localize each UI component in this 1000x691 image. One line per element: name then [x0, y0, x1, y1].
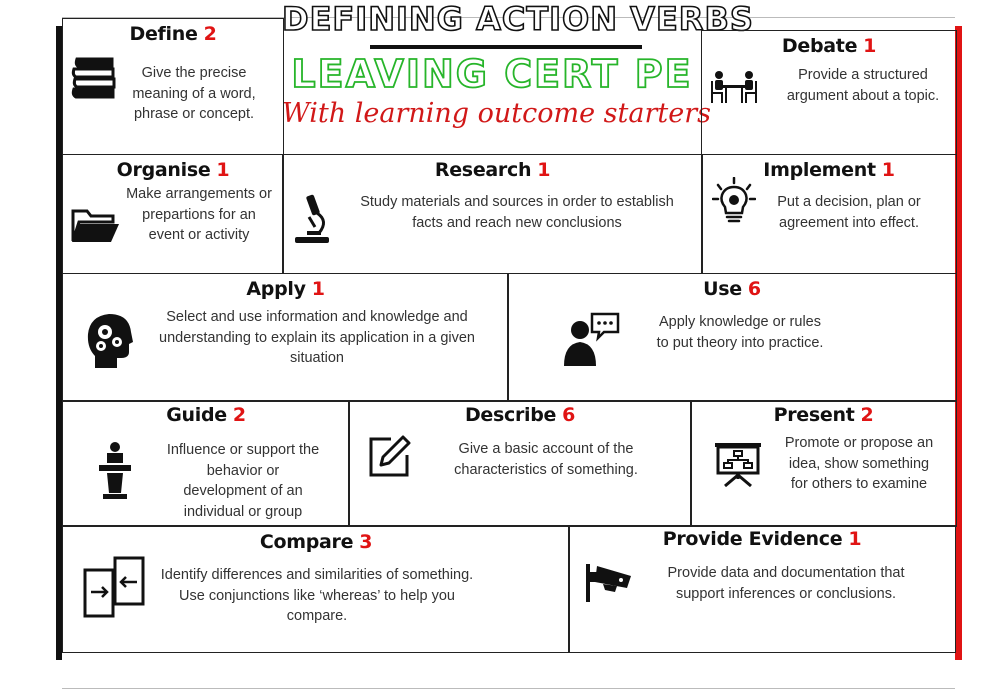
page-tagline: With learning outcome starters: [282, 98, 711, 129]
verb-card-implement: [701, 154, 957, 274]
verb-heading: [702, 35, 956, 57]
head-gears-icon: [85, 310, 135, 372]
verb-card-compare: [62, 525, 570, 653]
verb-description: Study materials and sources in order to establish facts and reach new conclusions: [360, 194, 674, 231]
person-speech-icon: [562, 312, 620, 368]
verb-card-organise: [62, 154, 284, 274]
verb-heading: [508, 278, 956, 300]
verb-count: 1: [537, 159, 551, 181]
page-subtitle: LEAVING CERT PE: [291, 52, 693, 96]
verb-count: 1: [848, 528, 862, 550]
verb-heading: [63, 404, 349, 426]
verb-count: 2: [203, 23, 217, 45]
title-underline: [370, 45, 642, 49]
lightbulb-gear-icon: [712, 177, 756, 225]
verb-card-research: [282, 154, 703, 274]
verb-description: Put a decision, plan or agreement into effect.: [777, 194, 921, 231]
verb-description: Apply knowledge or rules to put theory into practice.: [656, 314, 824, 351]
verb-description: Give a basic account of the characteristics of something.: [454, 441, 638, 478]
verb-description: Select and use information and knowledge and understanding to explain its application in a given situation: [159, 309, 475, 366]
verb-label: Research: [434, 159, 532, 181]
verb-count: 1: [881, 159, 895, 181]
verb-heading: [691, 404, 956, 426]
verb-heading: [63, 23, 283, 45]
verb-count: 1: [216, 159, 230, 181]
verb-count: 3: [359, 531, 373, 553]
verb-heading: [283, 159, 702, 181]
verb-count: 1: [311, 278, 325, 300]
verb-count: 6: [747, 278, 761, 300]
presentation-board-icon: [713, 441, 763, 487]
verb-card-use: [507, 273, 957, 402]
verb-heading: [349, 404, 691, 426]
frame-bottom-line: [62, 688, 955, 689]
verb-heading: [569, 528, 955, 550]
verb-description: Promote or propose an idea, show something for others to examine: [784, 435, 934, 492]
verb-label: Use: [703, 278, 742, 300]
verb-label: Provide Evidence: [662, 528, 843, 550]
verb-card-apply: [62, 273, 509, 402]
verb-heading: [63, 531, 569, 553]
verb-card-present: [690, 400, 957, 527]
verb-card-provide-evidence: [568, 525, 956, 653]
books-icon: [69, 55, 119, 101]
speaker-podium-icon: [95, 441, 135, 501]
meeting-table-icon: [710, 69, 758, 105]
verb-label: Define: [129, 23, 198, 45]
folder-icon: [69, 207, 121, 245]
verb-label: Guide: [166, 404, 227, 426]
verb-description: Make arrangements or prepartions for an event or activity: [126, 186, 272, 243]
compare-arrows-icon: [83, 556, 145, 618]
page-title: DEFINING ACTION VERBS: [282, 0, 754, 38]
verb-card-guide: [62, 400, 350, 527]
verb-description: Identify differences and similarities of something. Use conjunctions like ‘whereas’ to help you compare.: [160, 567, 474, 624]
verb-label: Compare: [259, 531, 354, 553]
verb-count: 2: [860, 404, 874, 426]
verb-card-debate: [701, 30, 957, 155]
verb-label: Apply: [246, 278, 306, 300]
verb-heading: [63, 159, 283, 181]
verb-label: Describe: [464, 404, 557, 426]
edit-pencil-icon: [367, 435, 411, 479]
verb-label: Organise: [116, 159, 211, 181]
verb-label: Implement: [763, 159, 876, 181]
verb-count: 2: [232, 404, 246, 426]
microscope-icon: [293, 193, 333, 247]
verb-count: 1: [863, 35, 877, 57]
verb-card-describe: [348, 400, 692, 527]
security-camera-icon: [583, 560, 635, 606]
verb-description: Give the precise meaning of a word, phrase or concept.: [132, 65, 256, 122]
verb-description: Provide data and documentation that support inferences or conclusions.: [667, 565, 905, 602]
verb-count: 6: [562, 404, 576, 426]
verb-label: Debate: [781, 35, 858, 57]
verb-heading: [63, 278, 508, 300]
verb-card-define: [62, 18, 284, 155]
verb-description: Provide a structured argument about a topic.: [786, 67, 940, 104]
verb-description: Influence or support the behavior or development of an individual or group: [166, 442, 320, 520]
verb-label: Present: [773, 404, 855, 426]
